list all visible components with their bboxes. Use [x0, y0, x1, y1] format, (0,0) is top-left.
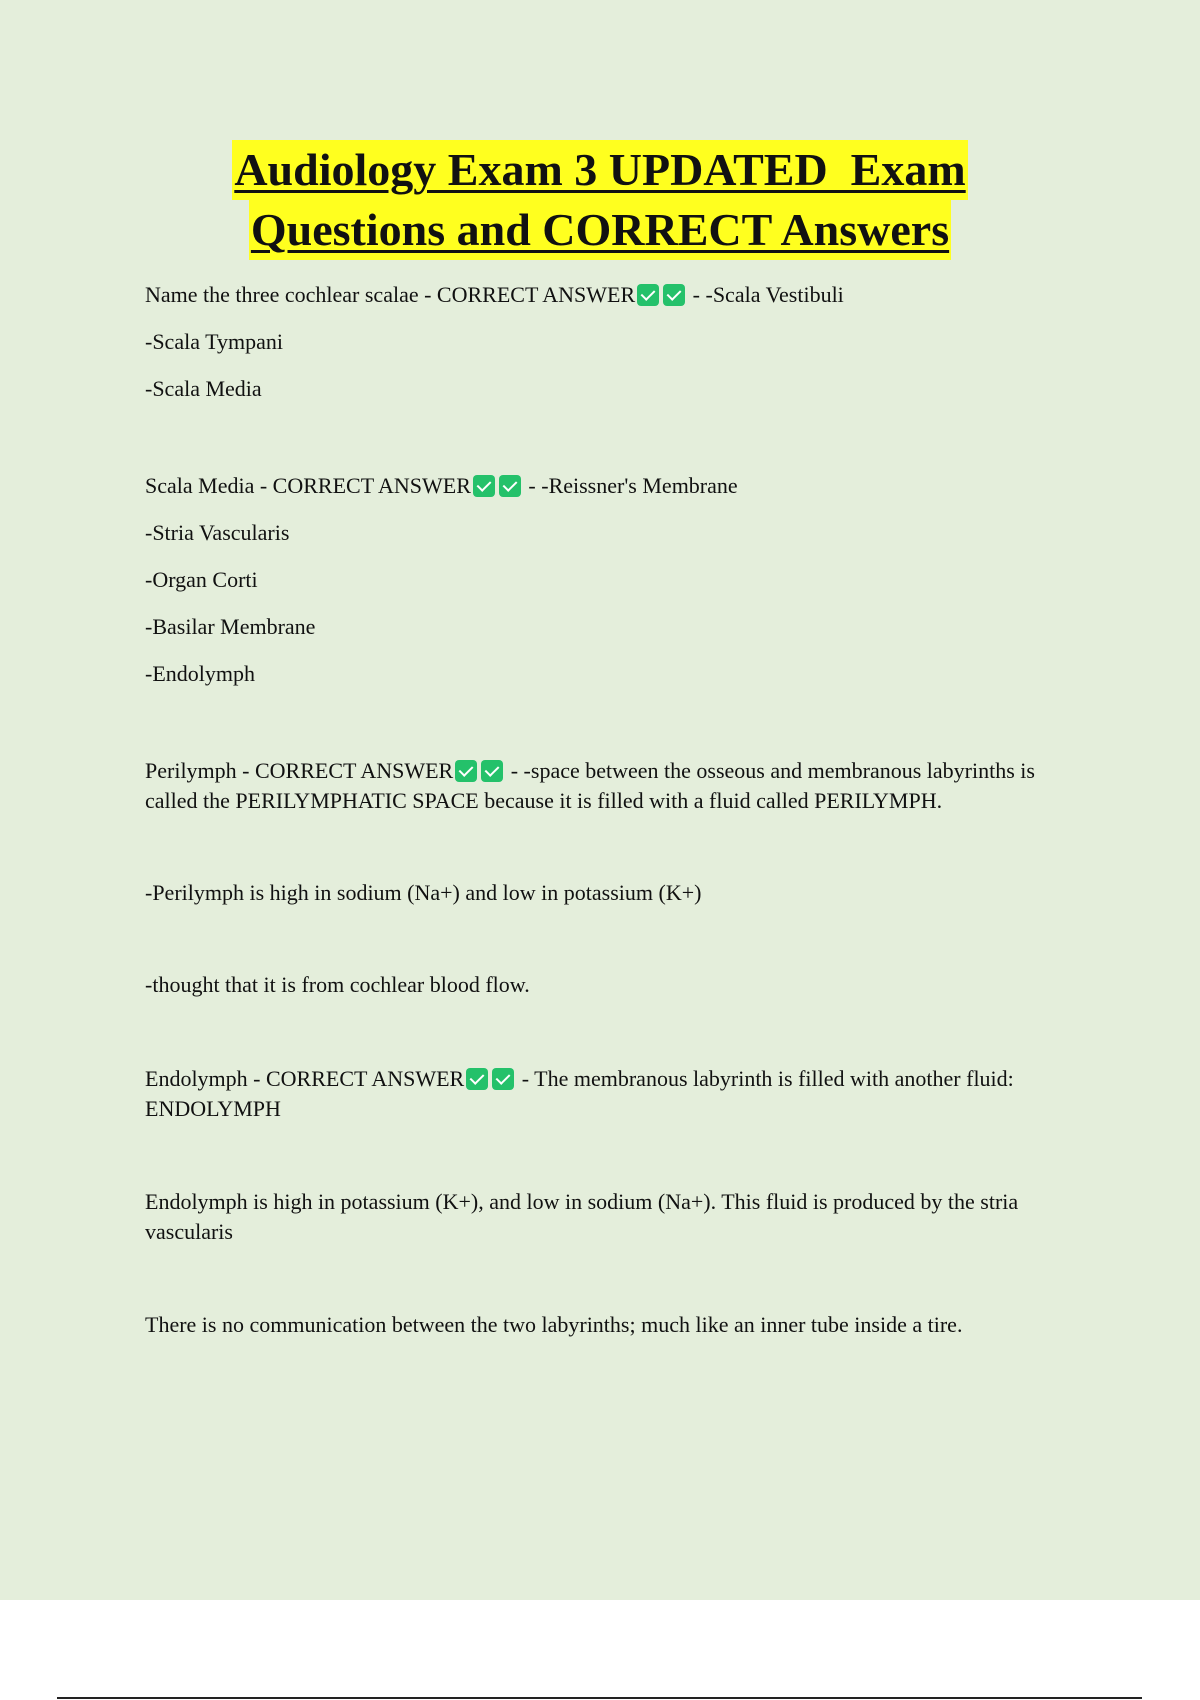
answer-line: -Stria Vascularis — [145, 520, 290, 545]
document-body — [145, 280, 1065, 1340]
answer-text: - -space between the osseous and membranous labyrinths is called the PERILYMPHATIC SPACE because it is filled with a fluid called PERILYMPH. — [145, 758, 1035, 813]
check-mark-icon — [473, 475, 495, 497]
question-text: Endolymph - CORRECT ANSWER — [145, 1066, 465, 1091]
question-text: Perilymph - CORRECT ANSWER — [145, 758, 454, 783]
qa-item — [145, 280, 1065, 310]
answer-line: -Perilymph is high in sodium (Na+) and low in potassium (K+) — [145, 880, 702, 905]
answer-line: -Scala Media — [145, 376, 262, 401]
answer-line: -Basilar Membrane — [145, 614, 316, 639]
check-mark-icon — [499, 475, 521, 497]
qa-item — [145, 471, 1065, 501]
answer-text: - -Scala Vestibuli — [687, 282, 844, 307]
answer-text: - -Reissner's Membrane — [522, 473, 738, 498]
check-mark-icon — [637, 284, 659, 306]
footer-divider — [57, 1697, 1142, 1699]
question-text: Name the three cochlear scalae - CORRECT ANSWER — [145, 282, 636, 307]
answer-line: -thought that it is from cochlear blood flow. — [145, 972, 530, 997]
qa-item — [145, 1064, 1065, 1124]
check-mark-icon — [455, 760, 477, 782]
answer-line: Endolymph is high in potassium (K+), and low in sodium (Na+). This fluid is produced by the stria vascularis — [145, 1189, 1019, 1244]
question-text: Scala Media - CORRECT ANSWER — [145, 473, 471, 498]
document-title — [0, 140, 1200, 260]
answer-text: - The membranous labyrinth is filled with another fluid: ENDOLYMPH — [145, 1066, 1014, 1121]
answer-line: -Organ Corti — [145, 567, 258, 592]
title-line-2: Questions and CORRECT Answers — [249, 200, 951, 260]
answer-line: There is no communication between the two labyrinths; much like an inner tube inside a tire. — [145, 1312, 963, 1337]
check-mark-icon — [492, 1068, 514, 1090]
check-mark-icon — [466, 1068, 488, 1090]
check-mark-icon — [481, 760, 503, 782]
answer-line: -Scala Tympani — [145, 329, 283, 354]
check-mark-icon — [663, 284, 685, 306]
answer-line: -Endolymph — [145, 661, 255, 686]
qa-item — [145, 756, 1065, 816]
title-line-1: Audiology Exam 3 UPDATED Exam — [232, 140, 967, 200]
